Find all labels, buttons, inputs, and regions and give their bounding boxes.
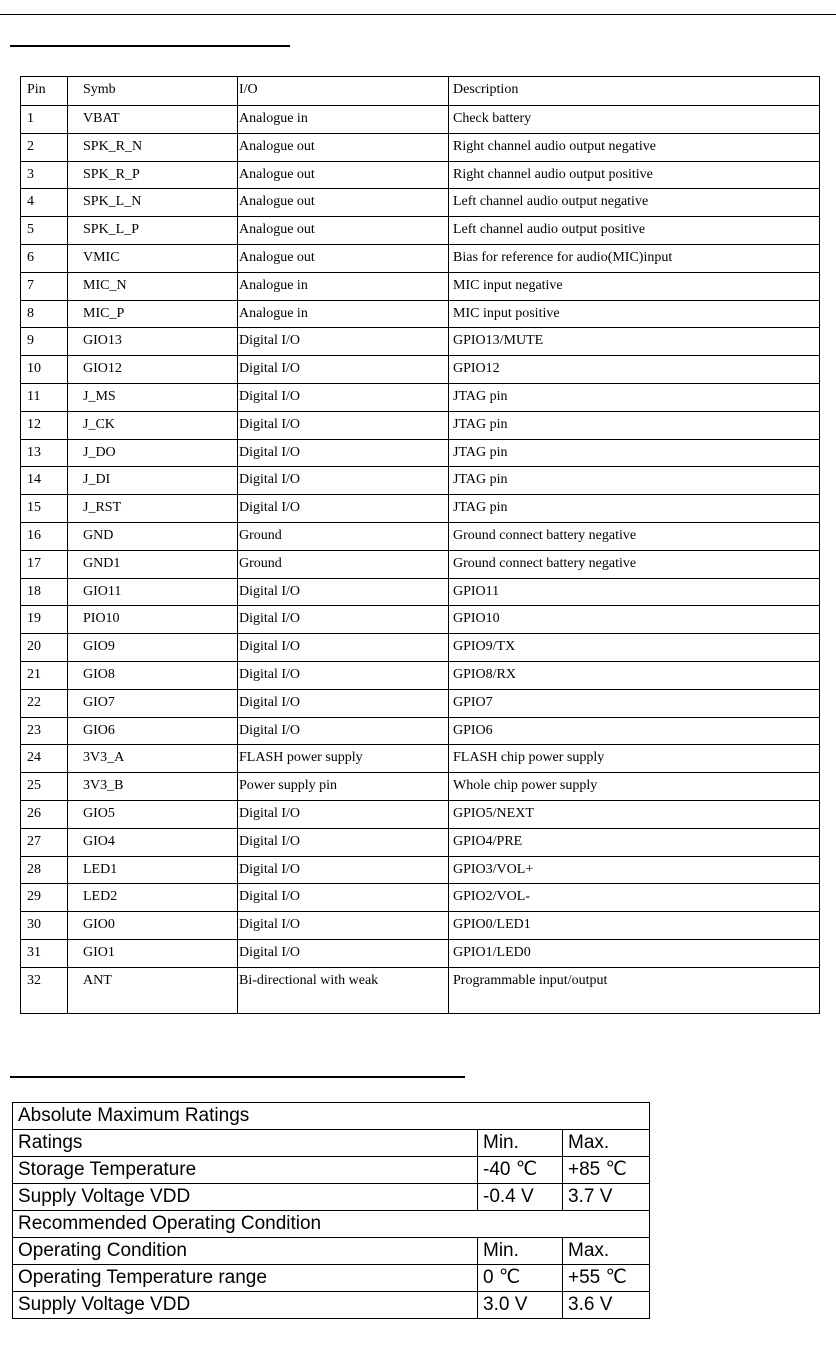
condition-name: Supply Voltage VDD [13, 1292, 478, 1319]
cell-desc: Right channel audio output positive [453, 166, 653, 182]
cell-io: Analogue out [239, 138, 315, 154]
cell-desc: GPIO7 [453, 694, 493, 710]
cell-symb: GIO0 [83, 917, 115, 933]
table-header-row [21, 77, 819, 104]
cell-pin: 6 [27, 250, 34, 265]
cell-symb: GIO9 [83, 639, 115, 655]
cell-io: Digital I/O [239, 444, 301, 460]
table-row [13, 1184, 650, 1211]
table-row [21, 105, 819, 133]
table-row [13, 1157, 650, 1184]
cell-io: Digital I/O [239, 611, 301, 627]
cell-symb: J_RST [83, 500, 122, 516]
cell-pin: 19 [27, 611, 41, 627]
cell-desc: Check battery [453, 111, 532, 126]
cell-symb: VMIC [83, 250, 120, 265]
cell-desc: GPIO10 [453, 611, 500, 627]
table-row [21, 216, 819, 244]
cell-pin: 16 [27, 528, 41, 543]
cell-desc: GPIO1/LED0 [453, 945, 531, 960]
cell-pin: 28 [27, 861, 41, 877]
cell-desc: GPIO9/TX [453, 639, 516, 655]
rec-op-title: Recommended Operating Condition [13, 1211, 650, 1238]
cell-symb: GIO13 [83, 333, 122, 349]
table-row [21, 772, 819, 800]
table-row [21, 856, 819, 884]
condition-min: 3.0 V [478, 1292, 563, 1319]
cell-io: Digital I/O [239, 945, 301, 960]
page-top-rule [0, 14, 836, 15]
condition-min: 0 ℃ [478, 1265, 563, 1292]
cell-symb: VBAT [83, 111, 120, 126]
cell-desc: GPIO3/VOL+ [453, 861, 534, 877]
cell-pin: 7 [27, 277, 34, 293]
cell-symb: GIO12 [83, 361, 122, 377]
cell-pin: 27 [27, 833, 41, 849]
table-row [13, 1238, 650, 1265]
table-row [21, 327, 819, 355]
cell-desc: Whole chip power supply [453, 778, 598, 794]
cell-desc: FLASH chip power supply [453, 750, 605, 766]
cell-desc: Left channel audio output positive [453, 222, 646, 238]
cell-pin: 30 [27, 917, 41, 933]
cell-symb: SPK_R_P [83, 166, 140, 182]
cell-symb: LED1 [83, 861, 118, 877]
rating-max: +85 ℃ [563, 1157, 650, 1184]
table-row [21, 939, 819, 967]
header-desc: Description [453, 82, 519, 97]
cell-symb: MIC_N [83, 277, 127, 293]
table-row [21, 494, 819, 522]
cell-io: Ground [239, 528, 282, 543]
pin-description-table [20, 76, 820, 1014]
cell-desc: MIC input positive [453, 305, 560, 321]
column-header-max: Max. [563, 1130, 650, 1157]
cell-pin: 11 [27, 389, 41, 404]
cell-desc: GPIO11 [453, 583, 500, 599]
cell-io: Analogue out [239, 166, 315, 182]
cell-desc: GPIO6 [453, 722, 493, 738]
cell-pin: 20 [27, 639, 41, 655]
ratings-section-heading-rule [10, 1076, 465, 1078]
header-io: I/O [239, 82, 258, 97]
cell-io: Digital I/O [239, 500, 301, 516]
table-row [21, 967, 819, 995]
cell-symb: GIO7 [83, 694, 115, 710]
cell-pin: 24 [27, 750, 41, 766]
cell-symb: GIO11 [83, 583, 122, 599]
cell-pin: 23 [27, 722, 41, 738]
table-row [13, 1211, 650, 1238]
cell-symb: 3V3_A [83, 750, 125, 766]
cell-desc: Programmable input/output [453, 972, 608, 988]
table-row [21, 911, 819, 939]
cell-pin: 25 [27, 778, 41, 794]
cell-pin: 4 [27, 194, 34, 210]
cell-symb: GND1 [83, 555, 121, 571]
cell-desc: JTAG pin [453, 389, 508, 404]
table-row [21, 828, 819, 856]
cell-symb: GIO1 [83, 945, 115, 960]
cell-io: Digital I/O [239, 722, 301, 738]
cell-pin: 29 [27, 889, 41, 905]
cell-io: Digital I/O [239, 861, 301, 877]
cell-symb: J_DO [83, 444, 116, 460]
cell-io: Digital I/O [239, 694, 301, 710]
cell-io: Analogue out [239, 194, 315, 210]
table-row [21, 800, 819, 828]
cell-symb: J_CK [83, 416, 115, 432]
cell-io: Digital I/O [239, 667, 301, 682]
cell-io: Digital I/O [239, 333, 301, 349]
table-row [21, 355, 819, 383]
cell-symb: SPK_L_P [83, 222, 140, 238]
cell-pin: 10 [27, 361, 41, 377]
rating-name: Supply Voltage VDD [13, 1184, 478, 1211]
cell-pin: 13 [27, 444, 41, 460]
table-row [21, 578, 819, 606]
condition-max: 3.6 V [563, 1292, 650, 1319]
table-row [21, 522, 819, 550]
cell-desc: Right channel audio output negative [453, 138, 656, 154]
cell-io: Digital I/O [239, 416, 301, 432]
column-header-operating-condition: Operating Condition [13, 1238, 478, 1265]
cell-io: Analogue in [239, 111, 308, 126]
cell-desc: JTAG pin [453, 500, 508, 516]
column-header-min: Min. [478, 1238, 563, 1265]
table-row [21, 661, 819, 689]
header-pin: Pin [27, 82, 46, 97]
table-row [13, 1103, 650, 1130]
table-row [21, 244, 819, 272]
cell-desc: GPIO12 [453, 361, 500, 377]
cell-symb: GND [83, 528, 114, 543]
cell-pin: 21 [27, 667, 41, 682]
table-row [21, 383, 819, 411]
table-row [21, 133, 819, 161]
cell-io: Digital I/O [239, 583, 301, 599]
cell-pin: 3 [27, 166, 34, 182]
cell-symb: LED2 [83, 889, 118, 905]
cell-io: Analogue in [239, 277, 308, 293]
abs-max-title: Absolute Maximum Ratings [13, 1103, 650, 1130]
table-row [21, 411, 819, 439]
cell-pin: 9 [27, 333, 34, 349]
cell-desc: MIC input negative [453, 277, 563, 293]
pin-section-heading-rule [10, 45, 290, 47]
cell-symb: GIO6 [83, 722, 115, 738]
table-row [21, 550, 819, 578]
header-symb: Symb [83, 82, 116, 97]
cell-desc: GPIO4/PRE [453, 833, 523, 849]
cell-io: Digital I/O [239, 389, 301, 404]
cell-symb: SPK_L_N [83, 194, 142, 210]
table-row [21, 300, 819, 328]
table-row [13, 1292, 650, 1319]
ratings-table [12, 1102, 650, 1319]
cell-pin: 15 [27, 500, 41, 516]
cell-io: Digital I/O [239, 806, 301, 821]
cell-pin: 5 [27, 222, 34, 238]
cell-symb: ANT [83, 972, 112, 988]
cell-io: Digital I/O [239, 639, 301, 655]
cell-pin: 8 [27, 305, 34, 321]
cell-symb: SPK_R_N [83, 138, 143, 154]
cell-io: Digital I/O [239, 472, 301, 488]
cell-desc: Left channel audio output negative [453, 194, 649, 210]
cell-symb: GIO5 [83, 806, 115, 821]
condition-name: Operating Temperature range [13, 1265, 478, 1292]
table-row [13, 1265, 650, 1292]
cell-io: Digital I/O [239, 361, 301, 377]
cell-desc: JTAG pin [453, 472, 508, 488]
cell-pin: 2 [27, 138, 34, 154]
cell-desc: GPIO0/LED1 [453, 917, 531, 933]
table-row [21, 161, 819, 189]
table-row [21, 466, 819, 494]
cell-io: Digital I/O [239, 917, 301, 933]
cell-symb: PIO10 [83, 611, 120, 627]
cell-io: Analogue out [239, 222, 315, 238]
cell-pin: 12 [27, 416, 41, 432]
column-header-max: Max. [563, 1238, 650, 1265]
cell-symb: J_MS [83, 389, 116, 404]
cell-desc: GPIO8/RX [453, 667, 517, 682]
cell-pin: 14 [27, 472, 41, 488]
cell-desc: GPIO5/NEXT [453, 806, 534, 821]
cell-symb: 3V3_B [83, 778, 124, 794]
table-row [21, 605, 819, 633]
table-row [21, 272, 819, 300]
cell-io: Digital I/O [239, 833, 301, 849]
cell-pin: 32 [27, 972, 41, 988]
table-row [21, 439, 819, 467]
cell-symb: MIC_P [83, 305, 125, 321]
condition-max: +55 ℃ [563, 1265, 650, 1292]
rating-min: -40 ℃ [478, 1157, 563, 1184]
cell-io: Analogue out [239, 250, 315, 265]
cell-desc: JTAG pin [453, 444, 508, 460]
column-header-ratings: Ratings [13, 1130, 478, 1157]
cell-io: Power supply pin [239, 778, 337, 794]
cell-io: FLASH power supply [239, 750, 363, 766]
table-row [21, 633, 819, 661]
cell-desc: Ground connect battery negative [453, 555, 637, 571]
table-row [21, 717, 819, 745]
cell-pin: 22 [27, 694, 41, 710]
rating-name: Storage Temperature [13, 1157, 478, 1184]
cell-symb: GIO4 [83, 833, 115, 849]
rating-max: 3.7 V [563, 1184, 650, 1211]
cell-pin: 17 [27, 555, 41, 571]
table-row [21, 744, 819, 772]
rating-min: -0.4 V [478, 1184, 563, 1211]
table-row [13, 1130, 650, 1157]
cell-pin: 1 [27, 111, 34, 126]
cell-desc: GPIO13/MUTE [453, 333, 544, 349]
cell-symb: J_DI [83, 472, 111, 488]
cell-pin: 26 [27, 806, 41, 821]
cell-io: Analogue in [239, 305, 308, 321]
cell-pin: 31 [27, 945, 41, 960]
cell-desc: GPIO2/VOL- [453, 889, 530, 905]
cell-symb: GIO8 [83, 667, 115, 682]
table-row [21, 883, 819, 911]
table-row [21, 689, 819, 717]
cell-desc: Bias for reference for audio(MIC)input [453, 250, 673, 265]
cell-io: Ground [239, 555, 282, 571]
cell-desc: Ground connect battery negative [453, 528, 637, 543]
cell-io: Bi-directional with weak [239, 972, 379, 988]
table-row [21, 188, 819, 216]
cell-io: Digital I/O [239, 889, 301, 905]
cell-desc: JTAG pin [453, 416, 508, 432]
column-header-min: Min. [478, 1130, 563, 1157]
cell-pin: 18 [27, 583, 41, 599]
